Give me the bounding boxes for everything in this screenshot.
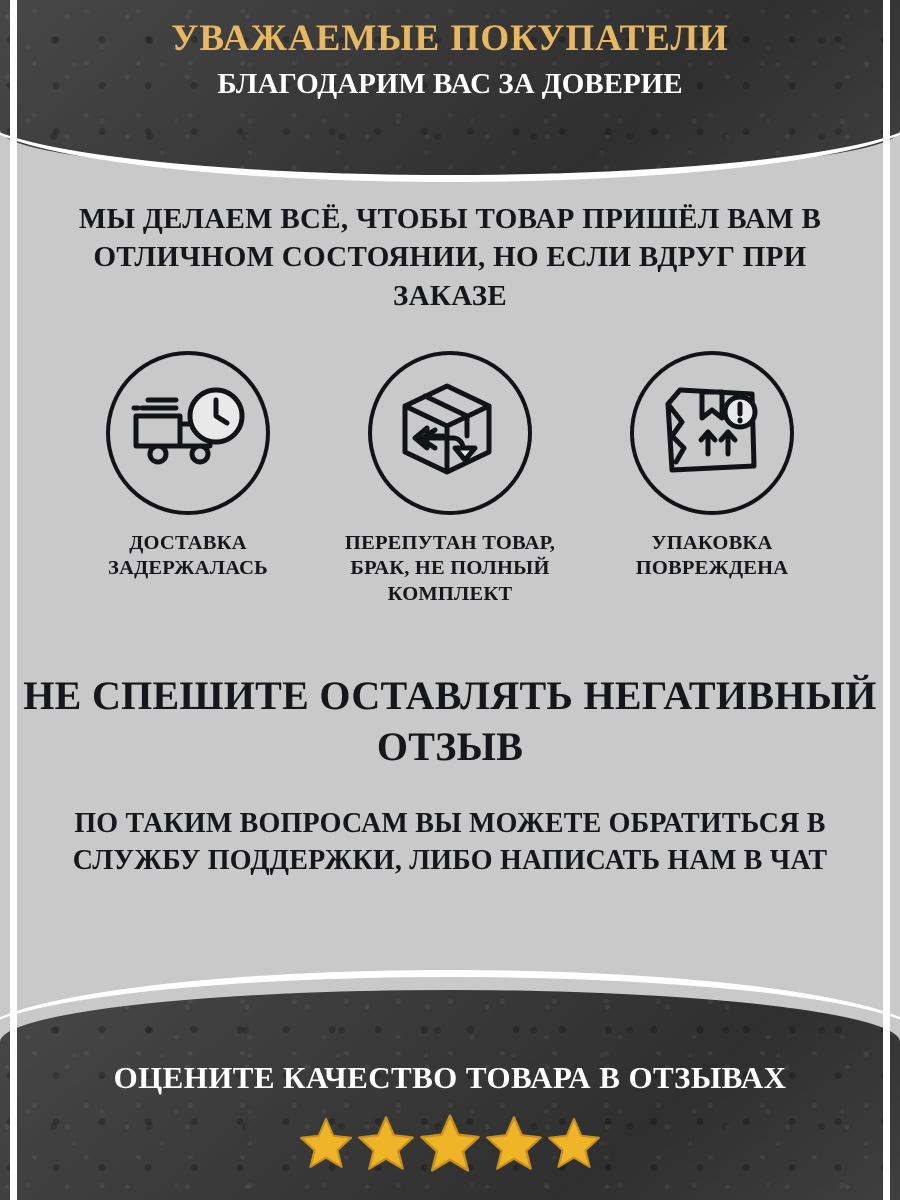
arc-divider-bottom — [0, 970, 900, 1040]
rating-stars[interactable] — [0, 1113, 900, 1178]
star-icon[interactable] — [485, 1115, 543, 1176]
footer — [0, 1059, 900, 1178]
footer-title: ОЦЕНИТЕ КАЧЕСТВО ТОВАРА В ОТЗЫВАХ — [113, 1060, 787, 1096]
header-subtitle: БЛАГОДАРИМ ВАС ЗА ДОВЕРИЕ — [217, 68, 683, 101]
issue-item-delivery — [63, 351, 313, 582]
arc-divider-top — [0, 112, 900, 182]
issue-item-wrong-item — [325, 351, 575, 608]
intro-text: МЫ ДЕЛАЕМ ВСЁ, ЧТОБЫ ТОВАР ПРИШЁЛ ВАМ В ОТЛИЧНОМ СОСТОЯНИИ, НО ЕСЛИ ВДРУГ ПРИ ЗАКАЗЕ — [78, 203, 822, 312]
star-icon[interactable] — [357, 1115, 415, 1176]
header-title: УВАЖАЕМЫЕ ПОКУПАТЕЛИ — [171, 18, 729, 59]
issue-label: УПАКОВКА ПОВРЕЖДЕНА — [635, 531, 789, 580]
issue-icon-circle — [368, 351, 532, 515]
delivery-truck-clock-icon — [128, 382, 248, 483]
issue-item-damaged — [587, 351, 837, 582]
headline-text: НЕ СПЕШИТЕ ОСТАВЛЯТЬ НЕГАТИВНЫЙ ОТЗЫВ — [23, 672, 877, 769]
body-text: ПО ТАКИМ ВОПРОСАМ ВЫ МОЖЕТЕ ОБРАТИТЬСЯ В СЛУЖБУ ПОДДЕРЖКИ, ЛИБО НАПИСАТЬ НАМ В ЧАТ — [72, 808, 828, 876]
star-icon[interactable] — [299, 1117, 353, 1174]
star-icon[interactable] — [547, 1117, 601, 1174]
main-content — [17, 186, 883, 880]
header — [0, 18, 900, 102]
issue-label: ДОСТАВКА ЗАДЕРЖАЛАСЬ — [108, 531, 268, 580]
issue-icon-circle — [630, 351, 794, 515]
issue-label: ПЕРЕПУТАН ТОВАР, БРАК, НЕ ПОЛНЫЙ КОМПЛЕКТ — [344, 531, 556, 606]
star-icon[interactable] — [419, 1113, 481, 1178]
issue-icon-row — [63, 351, 837, 608]
box-return-arrow-icon — [391, 374, 509, 491]
damaged-package-icon — [656, 378, 768, 487]
issue-icon-circle — [106, 351, 270, 515]
